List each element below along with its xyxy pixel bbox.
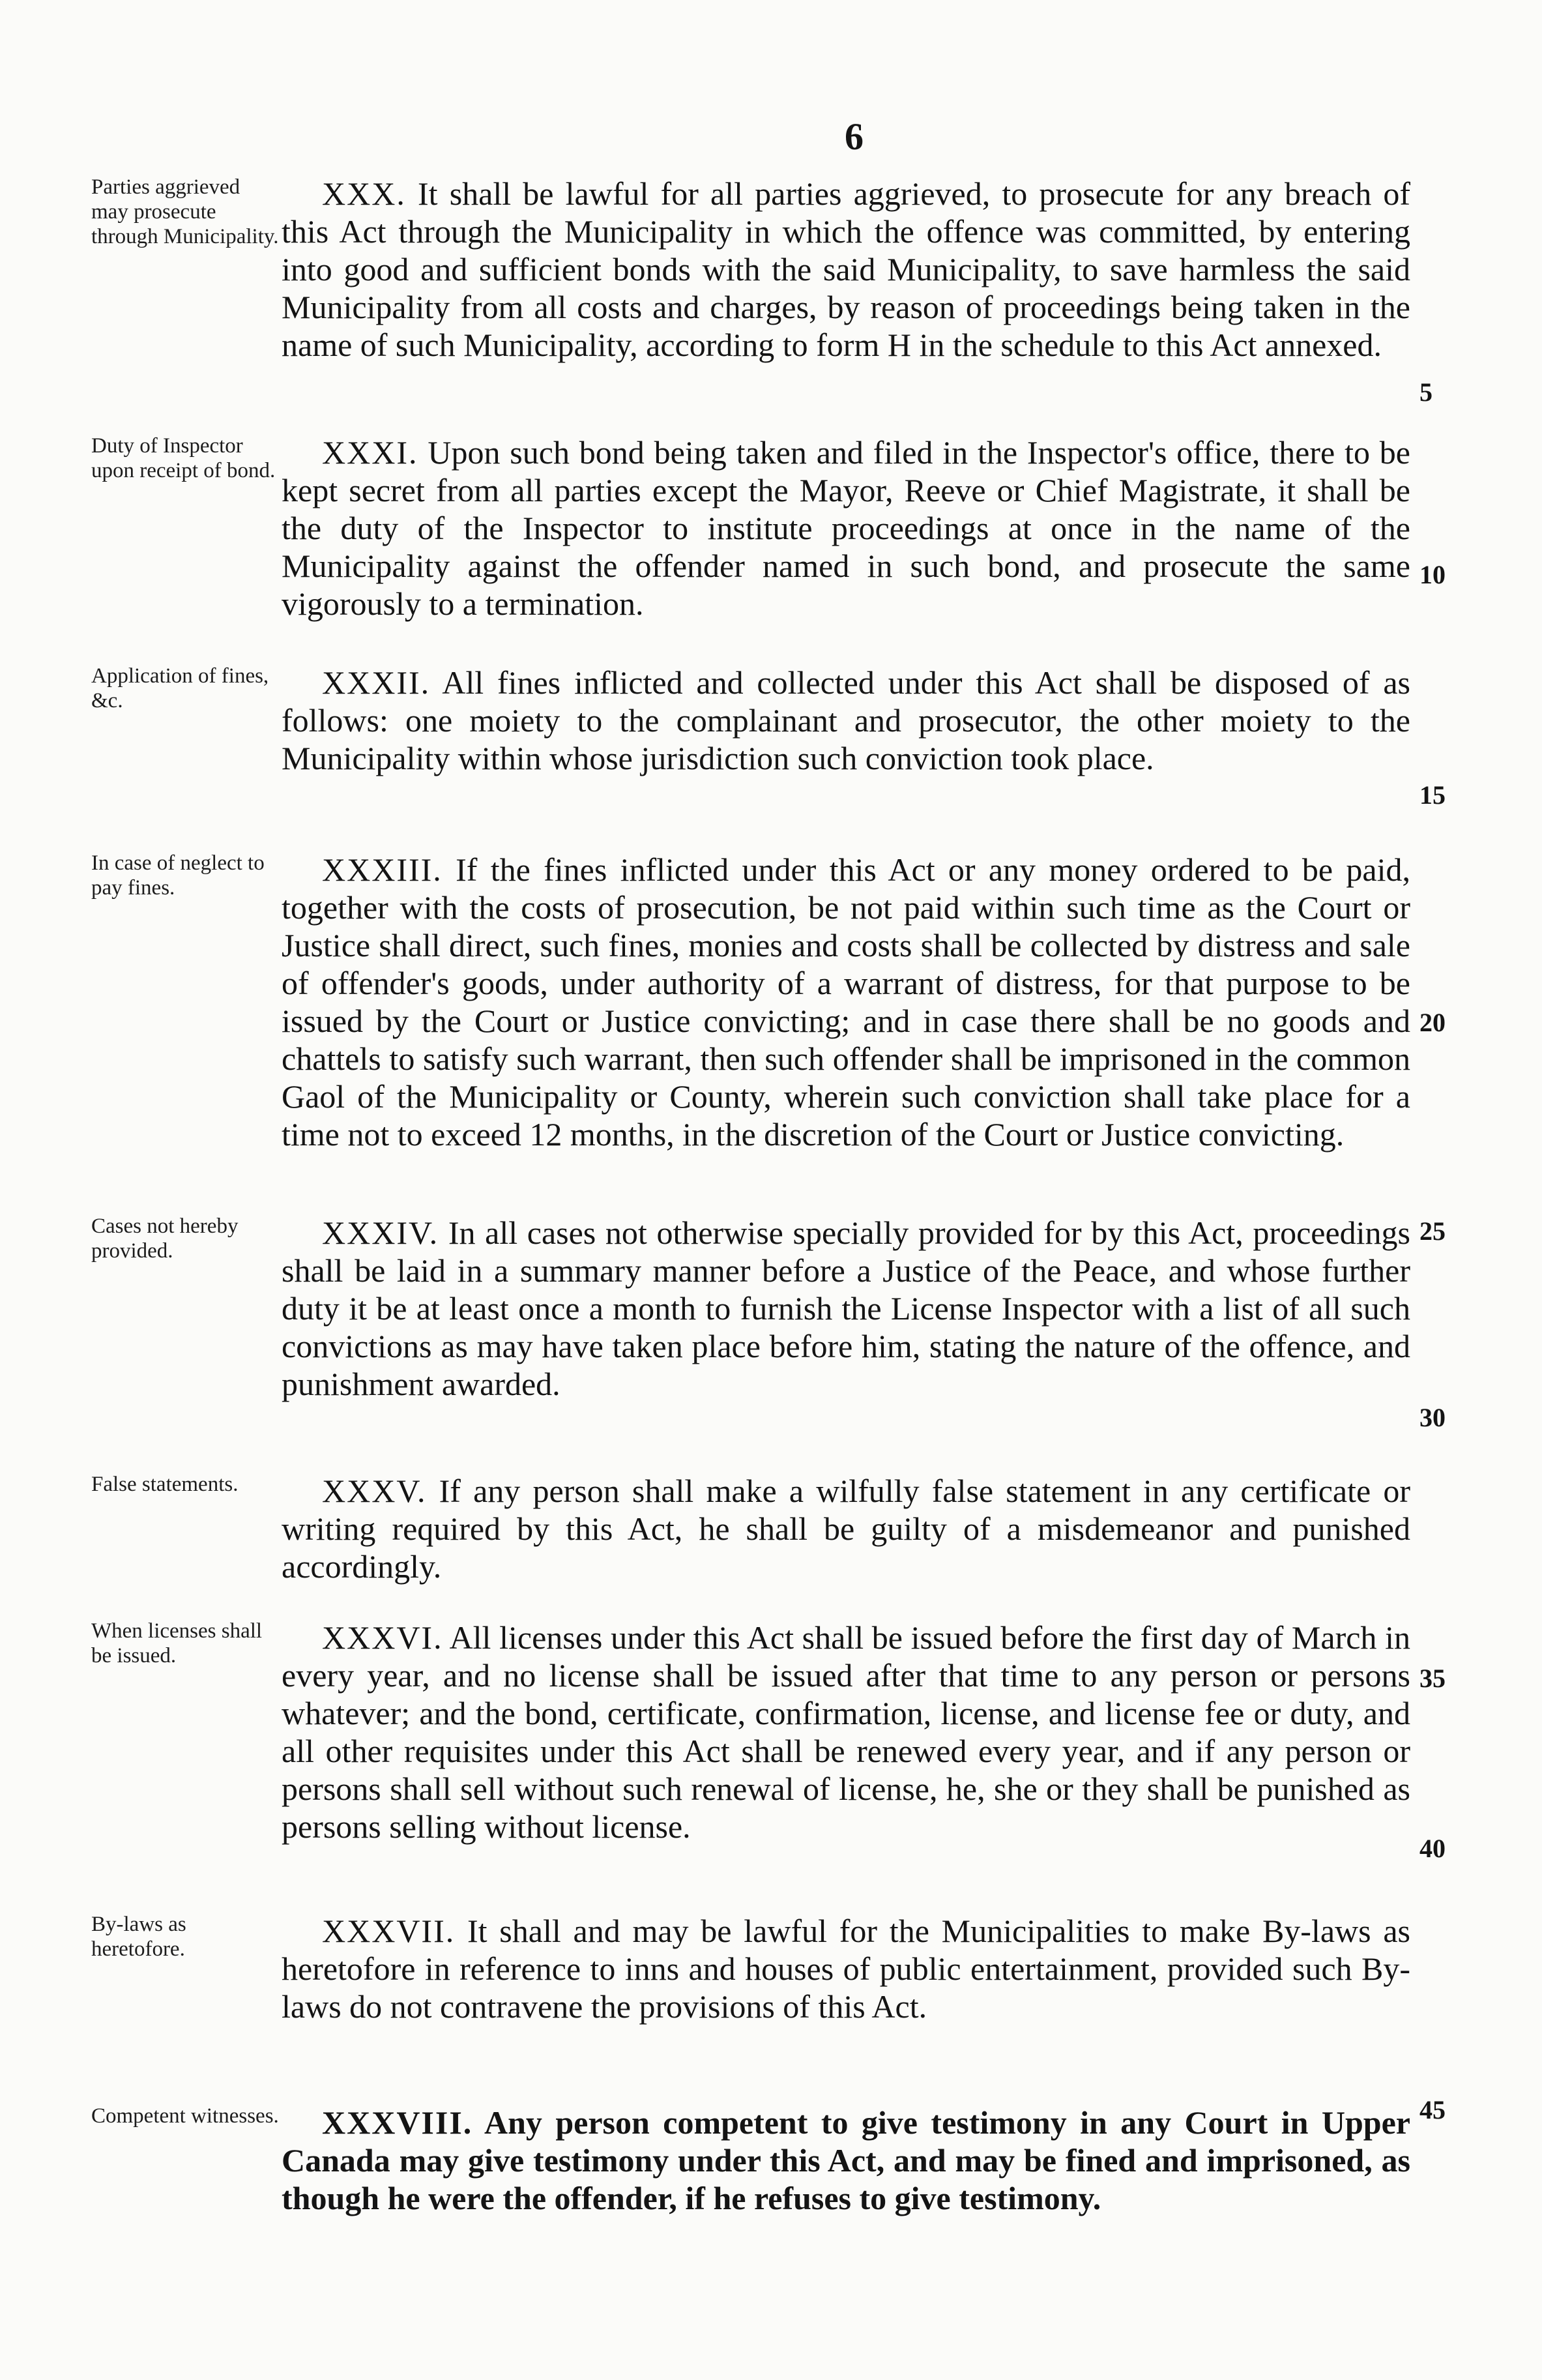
section-numeral: XXXVI. (322, 1619, 443, 1656)
section-body-text: Any person competent to give testimony in any Court in Upper Canada may give testimony under this Act, and may be fined and imprisoned, as though he were the offender, if he refuses to give testimony. (282, 2104, 1410, 2216)
margin-note: Application of fines, &c. (91, 664, 269, 713)
line-number: 15 (1419, 780, 1446, 810)
section-numeral: XXXI. (322, 434, 418, 471)
section-numeral: XXXIII. (322, 851, 443, 888)
margin-note: By-laws as heretofore. (91, 1913, 186, 1961)
section-body-text: All licenses under this Act shall be issued before the first day of March in every year, and no license shall be issued after that time to any person or persons whatever; and the bond, certificate, confirmation, license, and license fee or duty, and all other requisites under this Act shall be renewed every year, and if any person or persons shall sell without such renewal of license, he, she or they shall be punished as persons selling without license. (282, 1619, 1410, 1845)
section-text (282, 1214, 1410, 1403)
section-body-text: It shall be lawful for all parties aggrieved, to prosecute for any breach of this Act through the Municipality in which the offence was committed, by entering into good and sufficient bonds with the said Municipality, to save harmless the said Municipality from all costs and charges, by reason of proceedings being taken in the name of such Municipality, according to form H in the schedule to this Act annexed. (282, 175, 1411, 363)
section-body-text: If the fines inflicted under this Act or any money ordered to be paid, together with the costs of prosecution, be not paid within such time as the Court or Justice shall direct, such fines, monies and costs shall be collected by distress and sale of offender's goods, under authority of a warrant of distress, for that purpose to be issued by the Court or Justice convicting; and in case there shall be no goods and chattels to satisfy such warrant, then such offender shall be imprisoned in the common Gaol of the Municipality or County, wherein such conviction shall take place for a time not to exceed 12 months, in the discretion of the Court or Justice convicting. (282, 851, 1411, 1153)
margin-note: Competent witnesses. (91, 2104, 279, 2128)
section-text (282, 1472, 1410, 1585)
line-number: 20 (1419, 1008, 1446, 1037)
page-number: 6 (845, 115, 864, 158)
line-number: 30 (1419, 1403, 1446, 1432)
section-body-text: In all cases not otherwise specially provided for by this Act, proceedings shall be laid in a summary manner before a Justice of the Peace, and whose further duty it be at least once a month to furnish the License Inspector with a list of all such convictions as may have taken place before him, stating the nature of the offence, and punishment awarded. (282, 1214, 1410, 1402)
margin-note: In case of neglect to pay fines. (91, 851, 265, 900)
line-number: 35 (1419, 1664, 1446, 1693)
section-body-text: It shall and may be lawful for the Municipalities to make By-laws as heretofore in reference to inns and houses of public entertainment, provided such By-laws do not contravene the provisions of this Act. (282, 1913, 1411, 2025)
margin-note: Duty of Inspector upon receipt of bond. (91, 434, 276, 482)
margin-note: When licenses shall be issued. (91, 1619, 263, 1667)
section-text (282, 664, 1410, 777)
section-numeral: XXXV. (322, 1473, 427, 1509)
line-number: 45 (1419, 2095, 1446, 2124)
section-text (282, 433, 1410, 623)
section-body-text: Upon such bond being taken and filed in the Inspector's office, there to be kept secret from all parties except the Mayor, Reeve or Chief Magistrate, it shall be the duty of the Inspector to institute proceedings at once in the name of the Municipality against the offender named in such bond, and prosecute the same vigorously to a termination. (282, 434, 1410, 622)
line-number: 10 (1419, 560, 1446, 589)
margin-note: False statements. (91, 1473, 239, 1496)
line-number: 5 (1419, 377, 1433, 407)
section-numeral: XXXVIII. (322, 2104, 473, 2141)
section-body-text: All fines inflicted and collected under this Act shall be disposed of as follows: one moiety to the complainant and prosecutor, the other moiety to the Municipality within whose jurisdiction such conviction took place. (282, 664, 1410, 776)
section-numeral: XXXII. (322, 664, 431, 701)
section-text (282, 851, 1410, 1153)
section-numeral: XXXIV. (322, 1214, 439, 1251)
margin-note: Cases not hereby provided. (91, 1214, 239, 1263)
section-numeral: XXX. (322, 175, 406, 212)
section-body-text: If any person shall make a wilfully false statement in any certificate or writing required by this Act, he shall be guilty of a misdemeanor and punished accordingly. (282, 1473, 1411, 1585)
section-text (282, 175, 1410, 364)
section-text (282, 1912, 1410, 2025)
line-number: 40 (1419, 1834, 1446, 1863)
margin-note: Parties aggrieved may prosecute through Municipality. (91, 175, 279, 248)
section-text (282, 1619, 1410, 1845)
section-numeral: XXXVII. (322, 1913, 456, 1949)
line-number: 25 (1419, 1216, 1446, 1246)
section-text (282, 2104, 1410, 2217)
